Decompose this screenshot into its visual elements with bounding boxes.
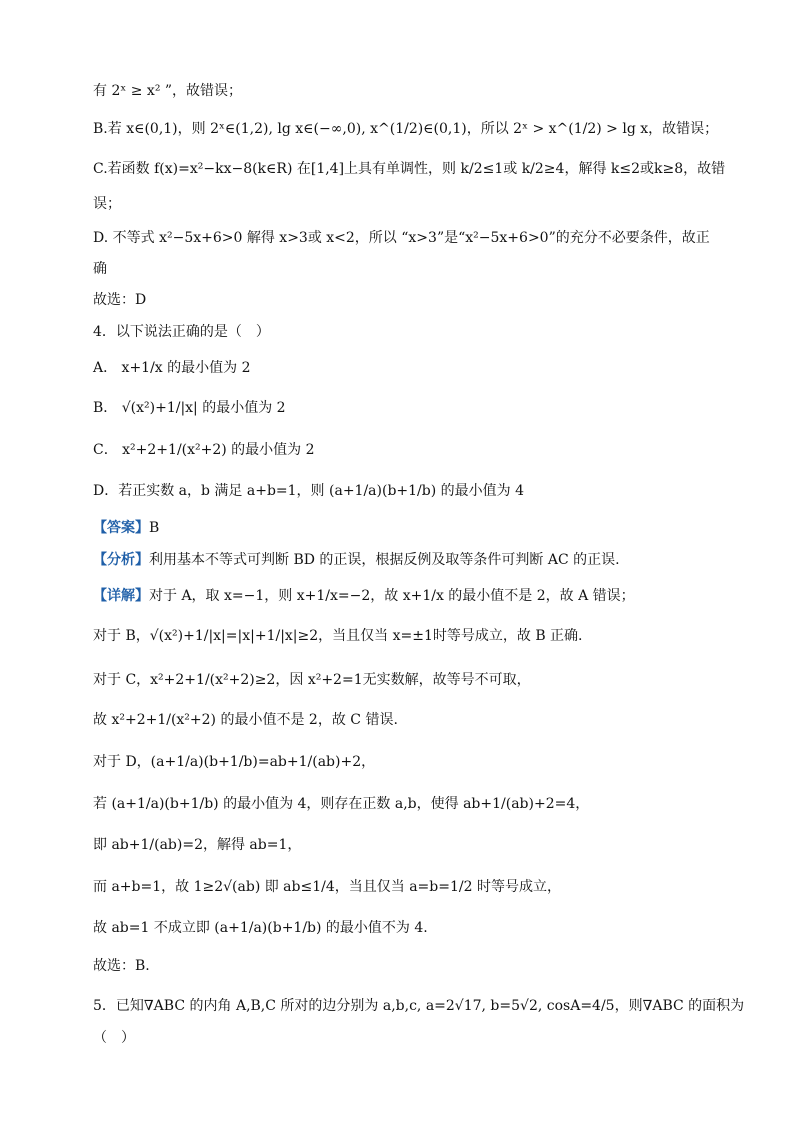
answer-tag: 【答案】: [93, 520, 149, 536]
detail-line: 【详解】对于 A，取 x=−1，则 x+1/x=−2，故 x+1/x 的最小值不是 2，故 A 错误；: [93, 588, 635, 604]
text-line: D. 不等式 x²−5x+6>0 解得 x>3或 x<2，所以 “x>3”是“x²−5x+6>0”的充分不必要条件，故正: [93, 230, 710, 246]
text-line: 误；: [93, 196, 121, 212]
option-b: B． √(x²)+1/|x| 的最小值为 2: [93, 400, 286, 416]
text-line: 而 a+b=1，故 1≥2√(ab) 即 ab≤1/4，当且仅当 a=b=1/2 时等号成立，: [93, 879, 561, 895]
option-a: A． x+1/x 的最小值为 2: [93, 360, 251, 376]
option-d: D．若正实数 a，b 满足 a+b=1，则 (a+1/a)(b+1/b) 的最小值为 4: [93, 483, 524, 499]
text-line: 故选：D: [93, 292, 147, 308]
question-title: 5．已知∇ABC 的内角 A,B,C 所对的边分别为 a,b,c, a=2√17, b=5√2, cosA=4/5，则∇ABC 的面积为: [93, 998, 745, 1014]
text-line: 对于 B，√(x²)+1/|x|=|x|+1/|x|≥2，当且仅当 x=±1时等号成立，故 B 正确.: [93, 628, 583, 644]
text-line: （ ）: [93, 1030, 135, 1046]
option-c: C． x²+2+1/(x²+2) 的最小值为 2: [93, 442, 315, 458]
analysis-line: 【分析】利用基本不等式可判断 BD 的正误，根据反例及取等条件可判断 AC 的正误.: [93, 552, 620, 568]
text-line: 确: [93, 261, 107, 277]
text-line: 对于 C，x²+2+1/(x²+2)≥2，因 x²+2=1无实数解，故等号不可取，: [93, 672, 531, 688]
text-line: 故 ab=1 不成立即 (a+1/a)(b+1/b) 的最小值不为 4.: [93, 920, 428, 936]
text-line: 故 x²+2+1/(x²+2) 的最小值不是 2，故 C 错误.: [93, 712, 398, 728]
text-line: 即 ab+1/(ab)=2，解得 ab=1，: [93, 837, 302, 853]
analysis-tag: 【分析】: [93, 552, 149, 568]
text-line: 有 2ˣ ≥ x² ”，故错误；: [93, 83, 243, 99]
text-line: 故选：B.: [93, 958, 150, 974]
text-line: 对于 D，(a+1/a)(b+1/b)=ab+1/(ab)+2，: [93, 754, 376, 770]
detail-tag: 【详解】: [93, 588, 149, 604]
answer-line: 【答案】B: [93, 520, 160, 536]
question-title: 4．以下说法正确的是（ ）: [93, 324, 270, 340]
text-line: 若 (a+1/a)(b+1/b) 的最小值为 4，则存在正数 a,b，使得 ab+1/(ab)+2=4，: [93, 796, 590, 812]
text-line: C.若函数 f(x)=x²−kx−8(k∈R) 在[1,4]上具有单调性，则 k/2≤1或 k/2≥4，解得 k≤2或k≥8，故错: [93, 161, 726, 177]
text-line: B.若 x∈(0,1)，则 2ˣ∈(1,2), lg x∈(−∞,0), x^(1/2)∈(0,1)，所以 2ˣ > x^(1/2) > lg x，故错误；: [93, 121, 719, 137]
